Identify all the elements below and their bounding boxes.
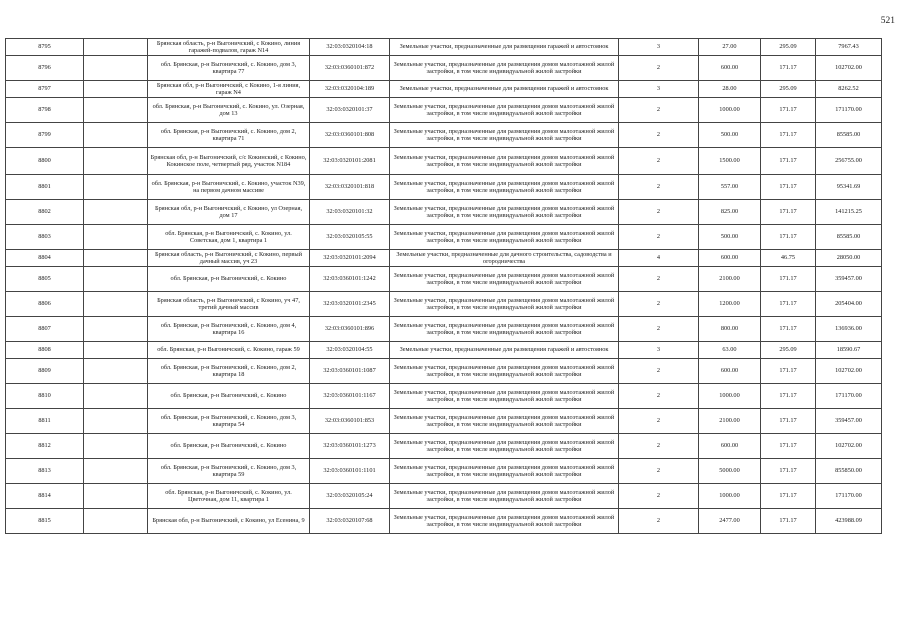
- specific-value-cell: 171.17: [761, 434, 816, 459]
- cadastral-number-cell: 32:03:0320104:189: [310, 81, 390, 98]
- address-cell: Брянская обл, р-н Выгоничский, с Кокино, 1-я линия, гараж N4: [148, 81, 310, 98]
- specific-value-cell: 171.17: [761, 509, 816, 534]
- row-number-cell: 8815: [6, 509, 84, 534]
- land-use-cell: Земельные участки, предназначенные для размещения гаражей и автостоянок: [390, 39, 619, 56]
- table-row: [6, 509, 882, 534]
- specific-value-cell: 295.09: [761, 81, 816, 98]
- area-cell: 500.00: [699, 123, 761, 148]
- specific-value-cell: 295.09: [761, 342, 816, 359]
- land-use-cell: Земельные участки, предназначенные для размещения домов малоэтажной жилой застройки, в том числе индивидуальной жилой застройки: [390, 267, 619, 292]
- row-number-cell: 8814: [6, 484, 84, 509]
- empty-cell: [84, 98, 148, 123]
- address-cell: обл. Брянская, р-н Выгоничский, с. Кокино, гараж 59: [148, 342, 310, 359]
- page-number: 521: [880, 16, 895, 26]
- specific-value-cell: 171.17: [761, 148, 816, 175]
- empty-cell: [84, 56, 148, 81]
- row-number-cell: 8802: [6, 200, 84, 225]
- empty-cell: [84, 342, 148, 359]
- cadastral-number-cell: 32:03:0320104:18: [310, 39, 390, 56]
- use-group-cell: 2: [619, 434, 699, 459]
- land-use-cell: Земельные участки, предназначенные для размещения гаражей и автостоянок: [390, 342, 619, 359]
- use-group-cell: 2: [619, 56, 699, 81]
- cadastral-value-cell: 423988.09: [816, 509, 882, 534]
- row-number-cell: 8807: [6, 317, 84, 342]
- cadastral-number-cell: 32:03:0320101:2345: [310, 292, 390, 317]
- table-row: [6, 484, 882, 509]
- use-group-cell: 2: [619, 175, 699, 200]
- cadastral-number-cell: 32:03:0360101:853: [310, 409, 390, 434]
- row-number-cell: 8804: [6, 250, 84, 267]
- empty-cell: [84, 459, 148, 484]
- cadastral-value-cell: 95341.69: [816, 175, 882, 200]
- row-number-cell: 8798: [6, 98, 84, 123]
- cadastral-number-cell: 32:03:0360101:1167: [310, 384, 390, 409]
- land-use-cell: Земельные участки, предназначенные для размещения домов малоэтажной жилой застройки, в том числе индивидуальной жилой застройки: [390, 175, 619, 200]
- address-cell: обл. Брянская, р-н Выгоничский, с. Кокино: [148, 384, 310, 409]
- row-number-cell: 8800: [6, 148, 84, 175]
- cadastral-value-cell: 28050.00: [816, 250, 882, 267]
- use-group-cell: 2: [619, 98, 699, 123]
- use-group-cell: 2: [619, 484, 699, 509]
- empty-cell: [84, 123, 148, 148]
- cadastral-value-cell: 136936.00: [816, 317, 882, 342]
- specific-value-cell: 171.17: [761, 484, 816, 509]
- table-row: [6, 200, 882, 225]
- address-cell: Брянская обл, р-н Выгоничский, с Кокино, ул Озерная, дом 17: [148, 200, 310, 225]
- area-cell: 600.00: [699, 434, 761, 459]
- use-group-cell: 2: [619, 384, 699, 409]
- area-cell: 800.00: [699, 317, 761, 342]
- use-group-cell: 2: [619, 200, 699, 225]
- land-use-cell: Земельные участки, предназначенные для размещения домов малоэтажной жилой застройки, в том числе индивидуальной жилой застройки: [390, 123, 619, 148]
- area-cell: 825.00: [699, 200, 761, 225]
- use-group-cell: 3: [619, 39, 699, 56]
- cadastral-value-cell: 7967.43: [816, 39, 882, 56]
- row-number-cell: 8812: [6, 434, 84, 459]
- land-use-cell: Земельные участки, предназначенные для размещения домов малоэтажной жилой застройки, в том числе индивидуальной жилой застройки: [390, 225, 619, 250]
- area-cell: 600.00: [699, 359, 761, 384]
- table-row: [6, 384, 882, 409]
- area-cell: 500.00: [699, 225, 761, 250]
- table-row: [6, 317, 882, 342]
- empty-cell: [84, 225, 148, 250]
- address-cell: обл. Брянская, р-н Выгоничский, с. Кокино: [148, 267, 310, 292]
- cadastral-number-cell: 32:03:0360101:896: [310, 317, 390, 342]
- table-row: [6, 98, 882, 123]
- empty-cell: [84, 200, 148, 225]
- cadastral-value-cell: 8262.52: [816, 81, 882, 98]
- area-cell: 1500.00: [699, 148, 761, 175]
- land-use-cell: Земельные участки, предназначенные для размещения домов малоэтажной жилой застройки, в том числе индивидуальной жилой застройки: [390, 409, 619, 434]
- cadastral-value-cell: 171170.00: [816, 484, 882, 509]
- cadastral-value-cell: 359457.00: [816, 409, 882, 434]
- empty-cell: [84, 509, 148, 534]
- area-cell: 5000.00: [699, 459, 761, 484]
- specific-value-cell: 171.17: [761, 317, 816, 342]
- empty-cell: [84, 81, 148, 98]
- area-cell: 557.00: [699, 175, 761, 200]
- table-row: [6, 292, 882, 317]
- address-cell: Брянская область, р-н Выгоничский, с Кокино, линия гаражей-подвалов, гараж N14: [148, 39, 310, 56]
- address-cell: обл. Брянская, р-н Выгоничский, с. Кокино, дом 3, квартира 77: [148, 56, 310, 81]
- empty-cell: [84, 148, 148, 175]
- area-cell: 2477.00: [699, 509, 761, 534]
- row-number-cell: 8809: [6, 359, 84, 384]
- address-cell: Брянская область, р-н Выгоничский, с Кокино, первый дачный массив, уч 23: [148, 250, 310, 267]
- address-cell: обл. Брянская, р-н Выгоничский, с. Кокино: [148, 434, 310, 459]
- empty-cell: [84, 359, 148, 384]
- use-group-cell: 3: [619, 81, 699, 98]
- land-registry-table: [5, 38, 882, 534]
- table-row: [6, 342, 882, 359]
- specific-value-cell: 171.17: [761, 459, 816, 484]
- empty-cell: [84, 384, 148, 409]
- table-row: [6, 267, 882, 292]
- land-use-cell: Земельные участки, предназначенные для размещения домов малоэтажной жилой застройки, в том числе индивидуальной жилой застройки: [390, 459, 619, 484]
- cadastral-number-cell: 32:03:0320104:55: [310, 342, 390, 359]
- land-use-cell: Земельные участки, предназначенные для размещения домов малоэтажной жилой застройки, в том числе индивидуальной жилой застройки: [390, 434, 619, 459]
- table-row: [6, 175, 882, 200]
- use-group-cell: 2: [619, 359, 699, 384]
- specific-value-cell: 171.17: [761, 359, 816, 384]
- empty-cell: [84, 484, 148, 509]
- address-cell: Брянская обл, р-н Выгоничский, с/с Кокинский, с Кокино, Кокинское поле, четвертый ряд, участок N184: [148, 148, 310, 175]
- table-row: [6, 39, 882, 56]
- use-group-cell: 2: [619, 123, 699, 148]
- row-number-cell: 8796: [6, 56, 84, 81]
- table-row: [6, 225, 882, 250]
- row-number-cell: 8813: [6, 459, 84, 484]
- address-cell: Брянская обл, р-н Выгоничский, с Кокино, ул Есенина, 9: [148, 509, 310, 534]
- cadastral-value-cell: 85585.00: [816, 225, 882, 250]
- address-cell: обл. Брянская, р-н Выгоничский, с. Кокино, ул. Советская, дом 1, квартира 1: [148, 225, 310, 250]
- row-number-cell: 8795: [6, 39, 84, 56]
- specific-value-cell: 46.75: [761, 250, 816, 267]
- use-group-cell: 2: [619, 292, 699, 317]
- row-number-cell: 8810: [6, 384, 84, 409]
- cadastral-value-cell: 256755.00: [816, 148, 882, 175]
- row-number-cell: 8811: [6, 409, 84, 434]
- empty-cell: [84, 250, 148, 267]
- address-cell: обл. Брянская, р-н Выгоничский, с. Кокино, дом 2, квартира 71: [148, 123, 310, 148]
- use-group-cell: 2: [619, 509, 699, 534]
- cadastral-value-cell: 102702.00: [816, 434, 882, 459]
- land-use-cell: Земельные участки, предназначенные для размещения домов малоэтажной жилой застройки, в том числе индивидуальной жилой застройки: [390, 148, 619, 175]
- specific-value-cell: 295.09: [761, 39, 816, 56]
- land-use-cell: Земельные участки, предназначенные для размещения домов малоэтажной жилой застройки, в том числе индивидуальной жилой застройки: [390, 317, 619, 342]
- cadastral-value-cell: 102702.00: [816, 56, 882, 81]
- cadastral-value-cell: 359457.00: [816, 267, 882, 292]
- use-group-cell: 2: [619, 459, 699, 484]
- table-row: [6, 148, 882, 175]
- cadastral-number-cell: 32:03:0320101:32: [310, 200, 390, 225]
- cadastral-number-cell: 32:03:0360101:808: [310, 123, 390, 148]
- cadastral-value-cell: 141215.25: [816, 200, 882, 225]
- cadastral-number-cell: 32:03:0320101:37: [310, 98, 390, 123]
- land-use-cell: Земельные участки, предназначенные для дачного строительства, садоводства и огородничества: [390, 250, 619, 267]
- table-row: [6, 434, 882, 459]
- address-cell: Брянская область, р-н Выгоничский, с Кокино, уч 47, третий дачный массив: [148, 292, 310, 317]
- empty-cell: [84, 267, 148, 292]
- use-group-cell: 2: [619, 317, 699, 342]
- table-row: [6, 359, 882, 384]
- table-row: [6, 123, 882, 148]
- area-cell: 28.00: [699, 81, 761, 98]
- table-row: [6, 409, 882, 434]
- row-number-cell: 8803: [6, 225, 84, 250]
- table-row: [6, 56, 882, 81]
- land-use-cell: Земельные участки, предназначенные для размещения домов малоэтажной жилой застройки, в том числе индивидуальной жилой застройки: [390, 56, 619, 81]
- empty-cell: [84, 292, 148, 317]
- land-use-cell: Земельные участки, предназначенные для размещения домов малоэтажной жилой застройки, в том числе индивидуальной жилой застройки: [390, 509, 619, 534]
- land-use-cell: Земельные участки, предназначенные для размещения домов малоэтажной жилой застройки, в том числе индивидуальной жилой застройки: [390, 384, 619, 409]
- cadastral-number-cell: 32:03:0360101:872: [310, 56, 390, 81]
- empty-cell: [84, 409, 148, 434]
- cadastral-number-cell: 32:03:0320105:24: [310, 484, 390, 509]
- land-use-cell: Земельные участки, предназначенные для размещения домов малоэтажной жилой застройки, в том числе индивидуальной жилой застройки: [390, 200, 619, 225]
- specific-value-cell: 171.17: [761, 200, 816, 225]
- cadastral-value-cell: 171170.00: [816, 384, 882, 409]
- address-cell: обл. Брянская, р-н Выгоничский, с. Кокино, участок N39, на первом дачном массиве: [148, 175, 310, 200]
- use-group-cell: 2: [619, 225, 699, 250]
- address-cell: обл. Брянская, р-н Выгоничский, с. Кокино, ул. Озерная, дом 13: [148, 98, 310, 123]
- address-cell: обл. Брянская, р-н Выгоничский, с. Кокино, ул. Цветочная, дом 11, квартира 1: [148, 484, 310, 509]
- empty-cell: [84, 317, 148, 342]
- cadastral-number-cell: 32:03:0360101:1242: [310, 267, 390, 292]
- cadastral-value-cell: 855850.00: [816, 459, 882, 484]
- specific-value-cell: 171.17: [761, 98, 816, 123]
- specific-value-cell: 171.17: [761, 225, 816, 250]
- area-cell: 1000.00: [699, 384, 761, 409]
- empty-cell: [84, 175, 148, 200]
- specific-value-cell: 171.17: [761, 292, 816, 317]
- table-row: [6, 459, 882, 484]
- cadastral-number-cell: 32:03:0320105:55: [310, 225, 390, 250]
- land-use-cell: Земельные участки, предназначенные для размещения домов малоэтажной жилой застройки, в том числе индивидуальной жилой застройки: [390, 98, 619, 123]
- area-cell: 600.00: [699, 56, 761, 81]
- table-row: [6, 250, 882, 267]
- specific-value-cell: 171.17: [761, 56, 816, 81]
- row-number-cell: 8808: [6, 342, 84, 359]
- row-number-cell: 8806: [6, 292, 84, 317]
- address-cell: обл. Брянская, р-н Выгоничский, с. Кокино, дом 4, квартира 16: [148, 317, 310, 342]
- use-group-cell: 2: [619, 148, 699, 175]
- area-cell: 1000.00: [699, 98, 761, 123]
- address-cell: обл. Брянская, р-н Выгоничский, с. Кокино, дом 2, квартира 18: [148, 359, 310, 384]
- specific-value-cell: 171.17: [761, 123, 816, 148]
- land-use-cell: Земельные участки, предназначенные для размещения гаражей и автостоянок: [390, 81, 619, 98]
- area-cell: 2100.00: [699, 409, 761, 434]
- cadastral-value-cell: 205404.00: [816, 292, 882, 317]
- land-use-cell: Земельные участки, предназначенные для размещения домов малоэтажной жилой застройки, в том числе индивидуальной жилой застройки: [390, 359, 619, 384]
- area-cell: 600.00: [699, 250, 761, 267]
- area-cell: 63.00: [699, 342, 761, 359]
- use-group-cell: 3: [619, 342, 699, 359]
- use-group-cell: 4: [619, 250, 699, 267]
- cadastral-number-cell: 32:03:0360101:1273: [310, 434, 390, 459]
- cadastral-number-cell: 32:03:0360101:1087: [310, 359, 390, 384]
- row-number-cell: 8805: [6, 267, 84, 292]
- cadastral-number-cell: 32:03:0320101:2081: [310, 148, 390, 175]
- cadastral-value-cell: 18590.67: [816, 342, 882, 359]
- cadastral-value-cell: 102702.00: [816, 359, 882, 384]
- specific-value-cell: 171.17: [761, 267, 816, 292]
- table-row: [6, 81, 882, 98]
- cadastral-number-cell: 32:03:0360101:1101: [310, 459, 390, 484]
- cadastral-number-cell: 32:03:0320101:2094: [310, 250, 390, 267]
- specific-value-cell: 171.17: [761, 175, 816, 200]
- land-use-cell: Земельные участки, предназначенные для размещения домов малоэтажной жилой застройки, в том числе индивидуальной жилой застройки: [390, 292, 619, 317]
- area-cell: 2100.00: [699, 267, 761, 292]
- cadastral-number-cell: 32:03:0320101:818: [310, 175, 390, 200]
- address-cell: обл. Брянская, р-н Выгоничский, с. Кокино, дом 3, квартира 59: [148, 459, 310, 484]
- area-cell: 1200.00: [699, 292, 761, 317]
- empty-cell: [84, 39, 148, 56]
- land-use-cell: Земельные участки, предназначенные для размещения домов малоэтажной жилой застройки, в том числе индивидуальной жилой застройки: [390, 484, 619, 509]
- row-number-cell: 8799: [6, 123, 84, 148]
- specific-value-cell: 171.17: [761, 409, 816, 434]
- cadastral-value-cell: 85585.00: [816, 123, 882, 148]
- address-cell: обл. Брянская, р-н Выгоничский, с. Кокино, дом 3, квартира 54: [148, 409, 310, 434]
- table-body: [6, 39, 882, 534]
- area-cell: 1000.00: [699, 484, 761, 509]
- cadastral-value-cell: 171170.00: [816, 98, 882, 123]
- use-group-cell: 2: [619, 267, 699, 292]
- empty-cell: [84, 434, 148, 459]
- area-cell: 27.00: [699, 39, 761, 56]
- specific-value-cell: 171.17: [761, 384, 816, 409]
- row-number-cell: 8797: [6, 81, 84, 98]
- cadastral-number-cell: 32:03:0320107:68: [310, 509, 390, 534]
- use-group-cell: 2: [619, 409, 699, 434]
- row-number-cell: 8801: [6, 175, 84, 200]
